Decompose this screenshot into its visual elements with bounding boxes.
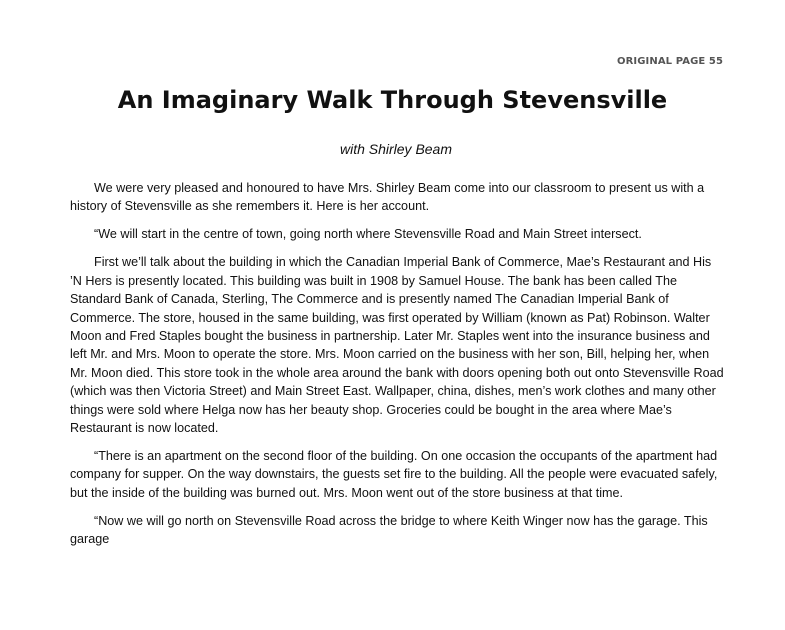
page-label: ORIGINAL PAGE 55 [617, 56, 723, 67]
page-title: An Imaginary Walk Through Stevensville [117, 86, 668, 114]
article-body [70, 179, 724, 558]
paragraph-intro: We were very pleased and honoured to have Mrs. Shirley Beam come into our classroom to present us with a history of Stevensville as she remembers it. Here is her account. [70, 181, 705, 214]
paragraph-garage: “Now we will go north on Stevensville Road across the bridge to where Keith Winger now has the garage. This garage [70, 513, 708, 547]
paragraph-bank-building: First we’ll talk about the building in which the Canadian Imperial Bank of Commerce, Mae’s Restaurant and His ’N Hers is presently located. This building was built in 1908 by Samuel House. The bank has been called The Standard Bank of Canada, Sterling, The Commerce and is presently named The Canadian Imperial Bank of Commerce. The store, housed in the same building, was first operated by William (known as Pat) Robinson. Walter Moon and Fred Staples bought the business in partnership. Later Mr. Staples went into the insurance business and left Mr. and Mrs. Moon to operate the store. Mrs. Moon carried on the business with her son, Bill, helping her, when Mr. Moon died. This store took in the whole area around the bank with doors opening both out onto Stevensville Road (which was then Victoria Street) and Main Street East. Wallpaper, china, dishes, men’s work clothes and many other things were sold where Helga now has her beauty shop. Groceries could be bought in the area where Mae’s Restaurant is now located. [70, 255, 724, 436]
paragraph-apartment-fire: “There is an apartment on the second floor of the building. On one occasion the occupants of the apartment had company for supper. On the way downstairs, the guests set fire to the building. All the people were evacuated safely, but the inside of the building was burned out. Mrs. Moon went out of the store business at that time. [70, 449, 718, 500]
page-subtitle: with Shirley Beam [339, 141, 453, 157]
paragraph-start-location: “We will start in the centre of town, going north where Stevensville Road and Main Street intersect. [94, 227, 642, 242]
